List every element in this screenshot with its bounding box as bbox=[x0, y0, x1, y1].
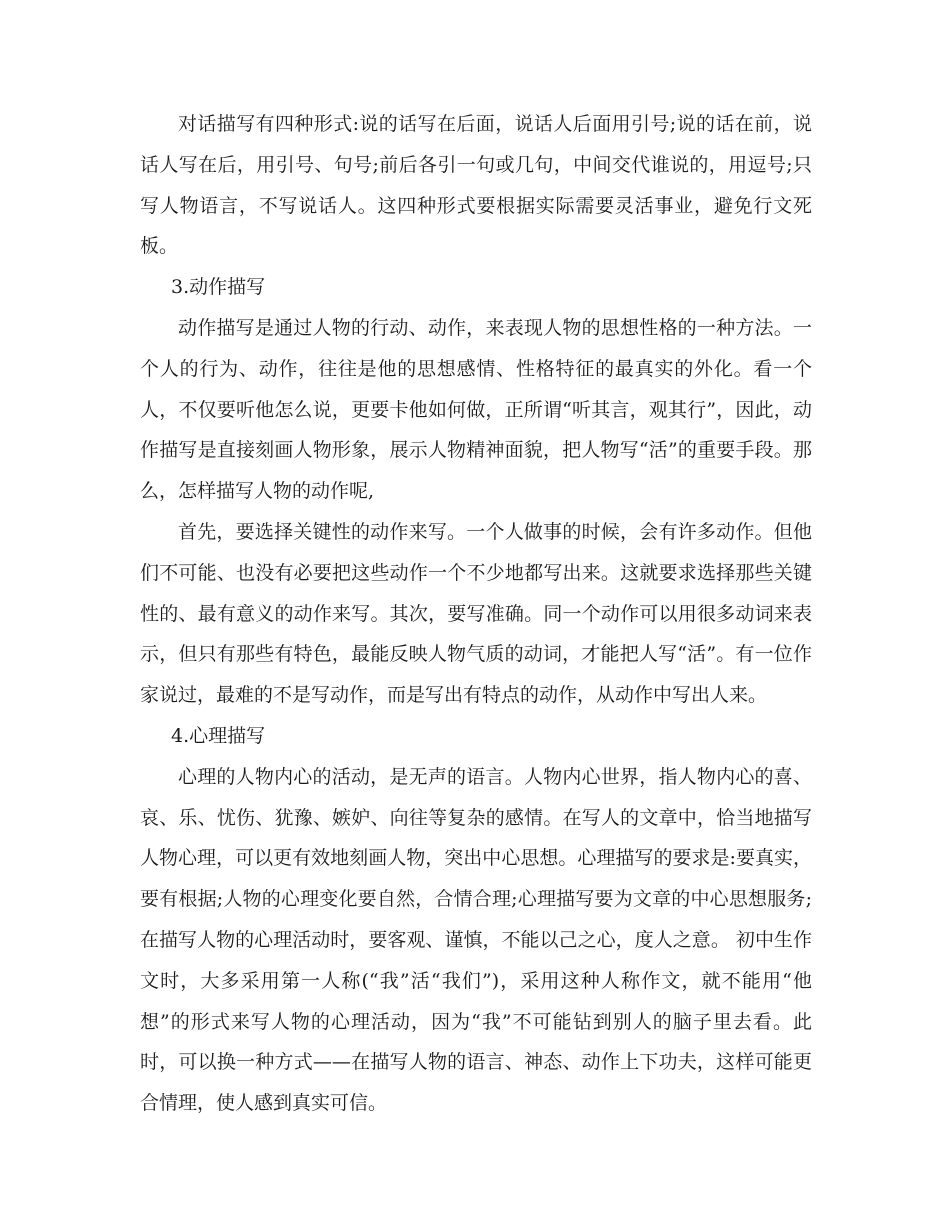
paragraph-dialogue-forms: 对话描写有四种形式:说的话写在后面，说话人后面用引号;说的话在前，说话人写在后，用引号、句号;前后各引一句或几句，中间交代谁说的，用逗号;只写人物语言，不写说话人。这四种形式要根据实际需要灵活事业，避免行文死板。 bbox=[140, 113, 812, 258]
section-heading-psychology: 4.心理描写 bbox=[171, 724, 266, 747]
paragraph-psychology: 心理的人物内心的活动，是无声的语言。人物内心世界，指人物内心的喜、哀、乐、忧伤、犹豫、嫉妒、向往等复杂的感情。在写人的文章中，恰当地描写人物心理，可以更有效地刻画人物，突出中心思想。心理描写的要求是:要真实，要有根据;人物的心理变化要自然，合情合理;心理描写要为文章的中心思想服务;在描写人物的心理活动时，要客观、谨慎，不能以己之心，度人之意。 初中生作文时，大多采用第一人称(“我”活“我们”)，采用这种人称作文，就不能用“他想”的形式来写人物的心理活动，因为“我”不可能钻到别人的脑子里去看。此时，可以换一种方式——在描写人物的语言、神态、动作上下功夫，这样可能更合情理，使人感到真实可信。 bbox=[140, 765, 812, 1115]
document-body bbox=[140, 104, 812, 1124]
section-heading-action: 3.动作描写 bbox=[171, 276, 266, 299]
paragraph-action-method: 首先，要选择关键性的动作来写。一个人做事的时候，会有许多动作。但他们不可能、也没有必要把这些动作一个不少地都写出来。这就要求选择那些关键性的、最有意义的动作来写。其次，要写准确。同一个动作可以用很多动词来表示，但只有那些有特色，最能反映人物气质的动词，才能把人写“活”。有一位作家说过，最难的不是写动作，而是写出有特点的动作，从动作中写出人来。 bbox=[140, 520, 812, 707]
paragraph-action-definition: 动作描写是通过人物的行动、动作，来表现人物的思想性格的一种方法。一个人的行为、动作，往往是他的思想感情、性格特征的最真实的外化。看一个人，不仅要听他怎么说，更要卡他如何做，正所谓“听其言，观其行”，因此，动作描写是直接刻画人物形象，展示人物精神面貌，把人物写“活”的重要手段。那么，怎样描写人物的动作呢, bbox=[140, 316, 812, 503]
